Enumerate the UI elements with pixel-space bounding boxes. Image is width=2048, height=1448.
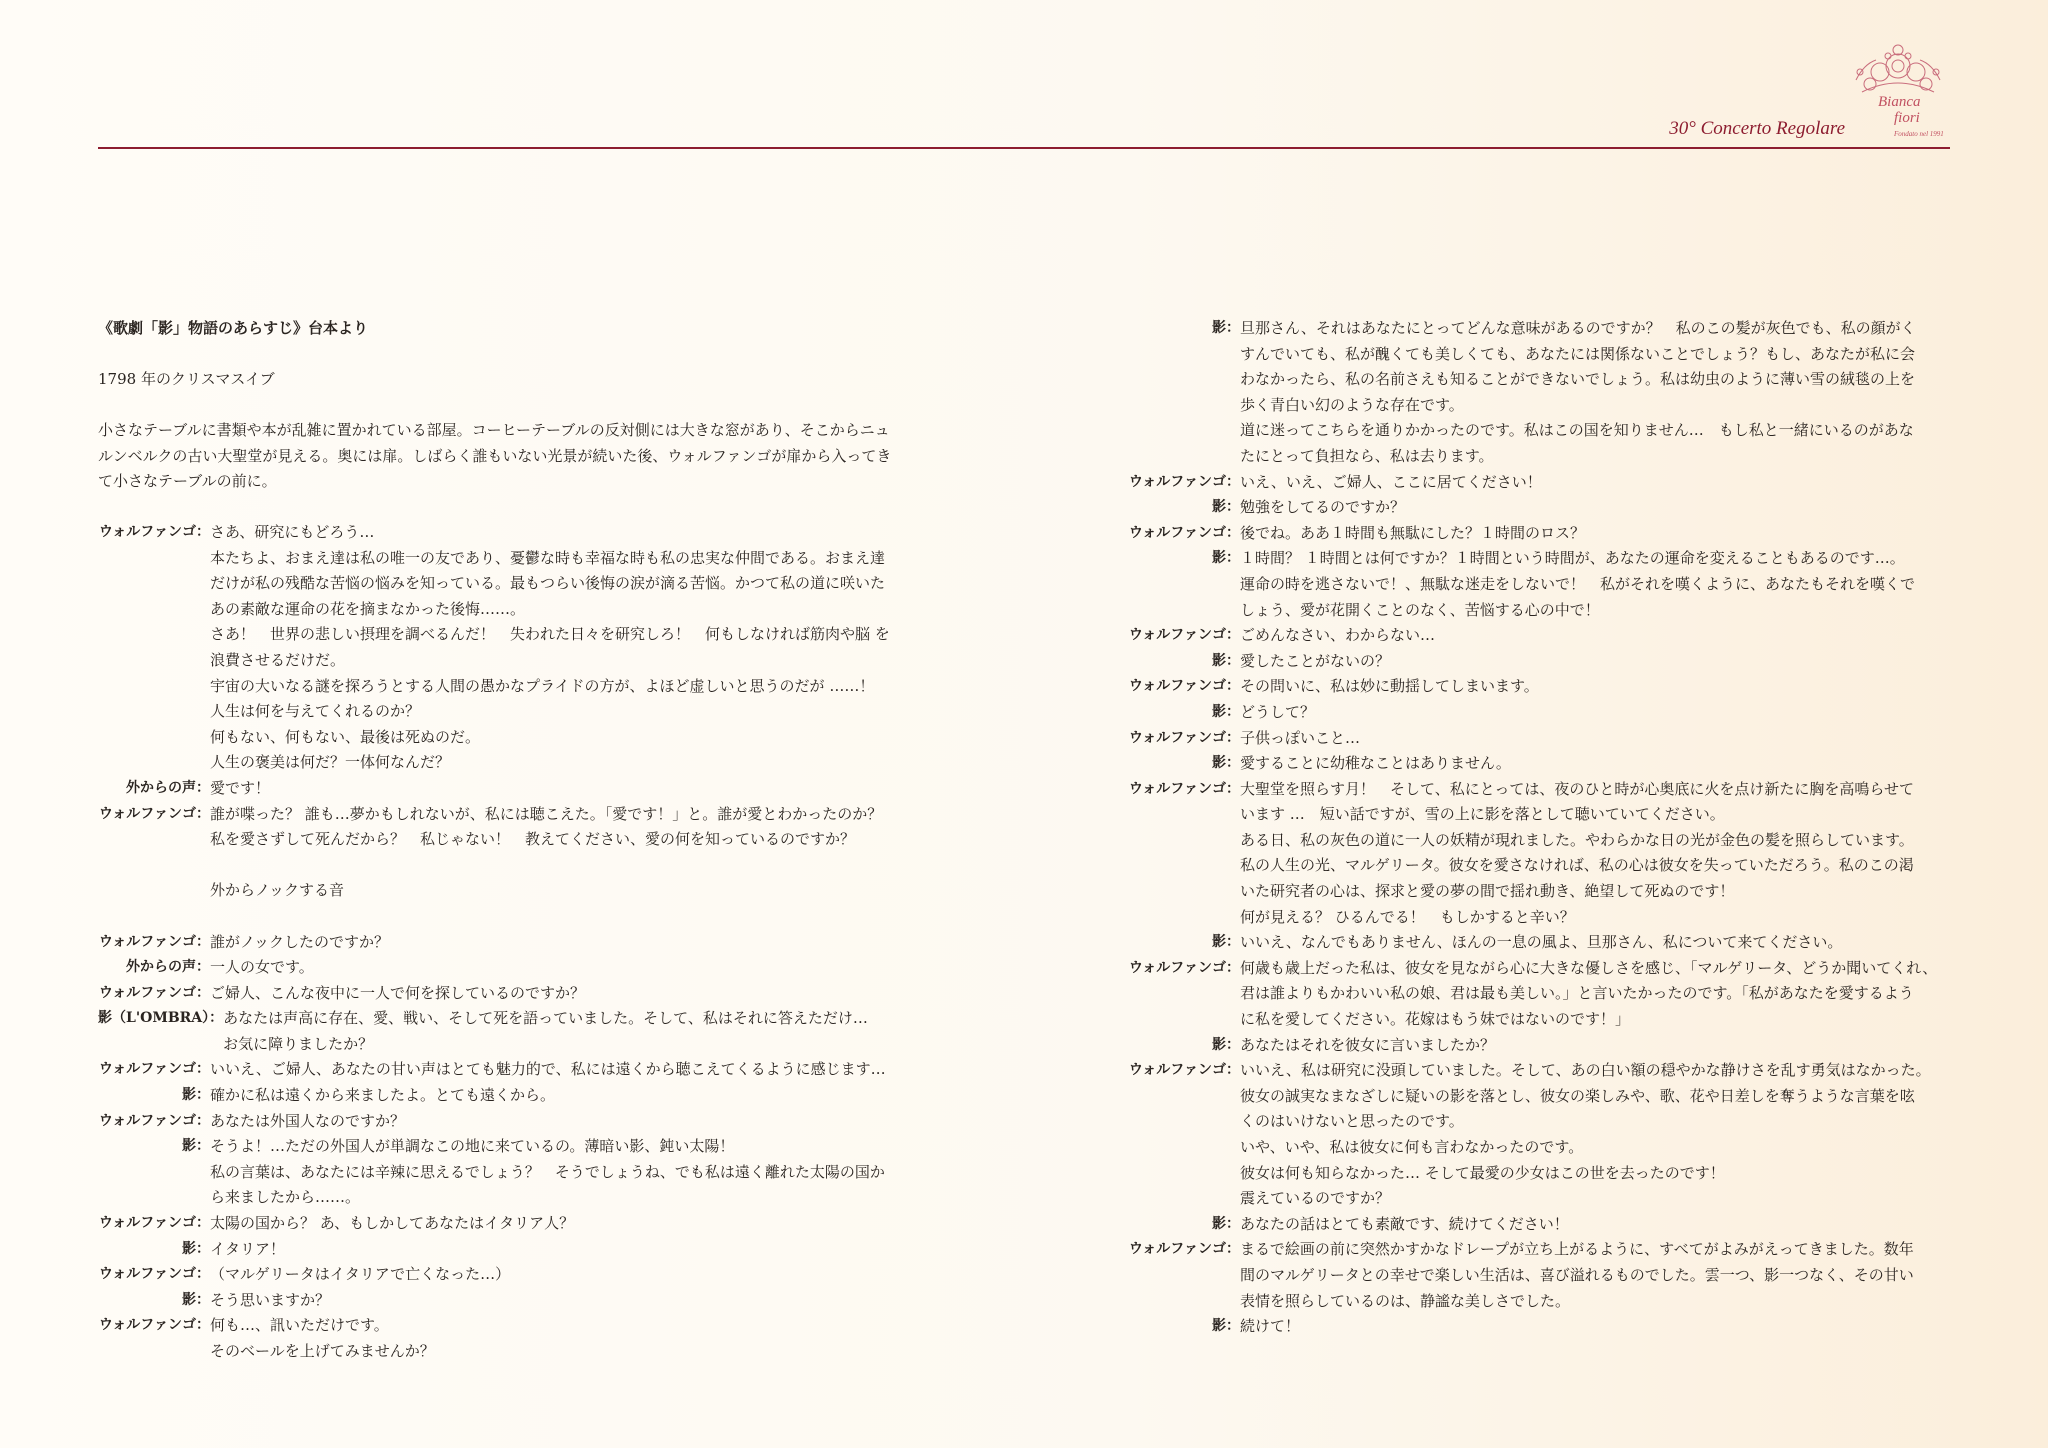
speaker-label: 影： <box>1212 1318 1240 1335</box>
dialogue-text-line: 私の人生の光、マルゲリータ。彼女を愛さなければ、私の心は彼女を失っていただろう。私のこの渇 <box>1240 856 1914 875</box>
description-line: 小さなテーブルに書類や本が乱雑に置かれている部屋。コーヒーテーブルの反対側には大きな窓があり、そこからニュ <box>98 421 890 439</box>
dialogue-line <box>98 520 928 776</box>
biancafiori-logo <box>1842 44 1954 146</box>
dialogue-text-line: いいえ、私は研究に没頭していました。そして、あの白い額の穏やかな静けさを乱す勇気はなかった。 <box>1240 1061 1931 1080</box>
dialogue-line <box>1104 623 1950 649</box>
speaker-label: ウォルファンゴ： <box>1128 473 1240 490</box>
dialogue-line <box>98 1134 928 1211</box>
dialogue-line <box>1104 700 1950 726</box>
dialogue-line <box>98 1083 928 1109</box>
dialogue-text-line: わなかったら、私の名前さえも知ることができないでしょう。私は幼虫のように薄い雪の絨毯の上を <box>1240 370 1916 389</box>
dialogue-text-line: 表情を照らしているのは、静謐な美しさでした。 <box>1240 1291 1571 1310</box>
right-dialogue <box>1104 316 1950 1340</box>
dialogue-line <box>1104 470 1950 496</box>
dialogue-text-line: 旦那さん、それはあなたにとってどんな意味があるのですか？ 私のこの髪が灰色でも、私の顔がく <box>1240 319 1916 337</box>
dialogue-text-line: 後でね。ああ１時間も無駄にした？１時間のロス？ <box>1240 523 1586 542</box>
dialogue-text-line: 彼女は何も知らなかった… そして最愛の少女はこの世を去ったのです！ <box>1240 1163 1725 1182</box>
dialogue-line <box>98 1211 928 1237</box>
dialogue-text-line: 運命の時を逃さないで！、無駄な迷走をしないで！ 私がそれを嘆くように、あなたもそれを嘆くで <box>1240 574 1916 593</box>
dialogue-line <box>98 1006 928 1057</box>
dialogue-text-line: さあ、研究にもどろう… <box>210 523 375 541</box>
dialogue-line <box>98 1109 928 1135</box>
dialogue-text-line: くのはいけないと思ったのです。 <box>1240 1112 1464 1131</box>
dialogue-text-line: 歩く青白い幻のような存在です。 <box>1240 395 1464 414</box>
dialogue-text-line: 続けて！ <box>1240 1317 1301 1336</box>
dialogue-text-line: あの素敵な運命の花を摘まなかった後悔……。 <box>210 599 526 618</box>
dialogue-text-line: ら来ましたから……。 <box>210 1188 361 1207</box>
speaker-label: 影： <box>182 1240 210 1257</box>
dialogue-line <box>1104 495 1950 521</box>
dialogue-text <box>210 878 928 904</box>
dialogue-text-line: 太陽の国から？ あ、もしかしてあなたはイタリア人？ <box>210 1214 575 1233</box>
dialogue-text <box>210 776 928 802</box>
dialogue-text-line: 本たちよ、おまえ達は私の唯一の友であり、憂鬱な時も幸福な時も私の忠実な仲間である。おまえ達 <box>210 548 886 567</box>
speaker-label: 影： <box>1212 1036 1240 1053</box>
dialogue-line <box>98 1313 928 1364</box>
dialogue-text-line: いた研究者の心は、探求と愛の夢の間で揺れ動き、絶望して死ぬのです！ <box>1240 882 1735 901</box>
dialogue-text <box>1240 956 1950 1033</box>
dialogue-text-line: 宇宙の大いなる謎を探ろうとする人間の愚かなプライドの方が、よほど虚しいと思うのだが ……！ <box>210 676 875 695</box>
speaker-label: ウォルファンゴ： <box>98 1266 210 1283</box>
dialogue-text-line: 何歳も歳上だった私は、彼女を見ながら心に大きな優しさを感じ、「マルゲリータ、どうか聞いてくれ、 <box>1240 958 1938 977</box>
dialogue-text <box>210 1134 928 1211</box>
dialogue-text <box>210 981 928 1007</box>
speaker-label: ウォルファンゴ： <box>98 1215 210 1232</box>
dialogue-line <box>98 776 928 802</box>
speaker-label: ウォルファンゴ： <box>98 1112 210 1129</box>
dialogue-line <box>1104 674 1950 700</box>
dialogue-text-line: あなたの話はとても素敵です、続けてください！ <box>1240 1214 1569 1233</box>
dialogue-text-line: イタリア！ <box>210 1239 286 1258</box>
dialogue-text-line: 道に迷ってこちらを通りかかったのです。私はこの国を知りません… もし私と一緒にいるのがあな <box>1240 421 1914 440</box>
dialogue-text-line: 確かに私は遠くから来ましたよ。とても遠くから。 <box>210 1086 556 1105</box>
dialogue-text <box>210 520 928 776</box>
dialogue-text-line: さあ！ 世界の悲しい摂理を調べるんだ！ 失われた日々を研究しろ！ 何もしなければ筋肉や脳 を <box>210 625 890 644</box>
description-line: て小さなテーブルの前に。 <box>98 472 277 491</box>
dialogue-text-line: 誰が喋った？ 誰も…夢かもしれないが、私には聴こえた。「愛です！」と。誰が愛とわかったのか？ <box>210 804 883 823</box>
dialogue-line <box>1104 521 1950 547</box>
dialogue-text-line: たにとって負担なら、私は去ります。 <box>1240 446 1494 465</box>
scene-description <box>98 418 928 495</box>
dialogue-text <box>1240 1237 1950 1314</box>
speaker-label: 影： <box>1212 755 1240 772</box>
speaker-label: 影： <box>1212 320 1240 336</box>
dialogue-text-line <box>210 853 928 879</box>
dialogue-text <box>210 1288 928 1314</box>
dialogue-text <box>210 1211 928 1237</box>
dialogue-text-line: あなたは声高に存在、愛、戦い、そして死を語っていました。そして、私はそれに答えただけ… <box>223 1009 868 1028</box>
logo-name: Bianca <box>1878 94 1921 110</box>
dialogue-text-line: 一人の女です。 <box>210 958 314 977</box>
dialogue-text <box>1240 1314 1950 1340</box>
dialogue-line <box>1104 1314 1950 1340</box>
dialogue-text-line: そのベールを上げてみませんか？ <box>210 1342 435 1360</box>
speaker-label: ウォルファンゴ： <box>98 984 210 1001</box>
dialogue-text <box>210 930 928 956</box>
dialogue-text <box>210 1262 928 1288</box>
speaker-label: ウォルファンゴ： <box>98 1061 210 1078</box>
dialogue-text <box>1240 726 1950 752</box>
dialogue-text-line: 間のマルゲリータとの幸せで楽しい生活は、喜び溢れるものでした。雲一つ、影一つなく、その甘い <box>1240 1265 1914 1284</box>
speaker-label: ウォルファンゴ： <box>1128 1062 1240 1079</box>
speaker-label: 影： <box>1212 1215 1240 1232</box>
speaker-label: 影： <box>1212 550 1240 567</box>
dialogue-text-line: 勉強をしてるのですか？ <box>1240 498 1406 517</box>
dialogue-text <box>1240 1033 1950 1059</box>
speaker-label: ウォルファンゴ： <box>1128 524 1240 541</box>
dialogue-text <box>1240 470 1950 496</box>
dialogue-line <box>1104 777 1950 931</box>
dialogue-line <box>1104 316 1950 470</box>
dialogue-line <box>1104 1033 1950 1059</box>
speaker-label: 影： <box>182 1138 210 1155</box>
dialogue-text <box>1240 623 1950 649</box>
dialogue-text-line: いえ、いえ、ご婦人、ここに居てください！ <box>1240 472 1542 491</box>
dialogue-text-line: まるで絵画の前に突然かすかなドレープが立ち上がるように、すべてがよみがえってきました。数年 <box>1240 1240 1914 1259</box>
dialogue-text-line: 私の言葉は、あなたには辛辣に思えるでしょう？ そうでしょうね、でも私は遠く離れた太陽の国か <box>210 1162 885 1181</box>
dialogue-text <box>1240 495 1950 521</box>
dialogue-line <box>98 1057 928 1083</box>
dialogue-text-line: その問いに、私は妙に動揺してしまいます。 <box>1240 677 1539 696</box>
dialogue-text-line: １時間？ １時間とは何ですか？１時間という時間が、あなたの運命を変えることもあるのです…。 <box>1240 549 1905 568</box>
dialogue-line <box>1104 1058 1950 1212</box>
dialogue-line <box>98 904 928 930</box>
speaker-label: ウォルファンゴ： <box>1128 780 1240 797</box>
dialogue-text-line: 震えているのですか？ <box>1240 1189 1391 1208</box>
dialogue-text-line: あなたは外国人なのですか？ <box>210 1111 406 1130</box>
speaker-label: ウォルファンゴ： <box>1128 678 1240 695</box>
dialogue-text <box>210 1109 928 1135</box>
dialogue-text <box>1240 546 1950 623</box>
dialogue-text-line: 誰がノックしたのですか？ <box>210 932 389 951</box>
dialogue-text <box>210 1083 928 1109</box>
speaker-label: ウォルファンゴ： <box>98 1317 210 1334</box>
dialogue-text-line: 愛することに幼稚なことはありません。 <box>1240 754 1511 773</box>
dialogue-line <box>98 1237 928 1263</box>
dialogue-line <box>1104 649 1950 675</box>
dialogue-text-line: すんでいても、私が醜くても美しくても、あなたには関係ないことでしょう？もし、あなたが私に会 <box>1240 344 1916 363</box>
speaker-label: 影： <box>1212 652 1240 669</box>
dialogue-text <box>210 1237 928 1263</box>
speaker-label: ウォルファンゴ： <box>98 805 210 822</box>
description-line: ルンベルクの古い大聖堂が見える。奥には扉。しばらく誰もいない光景が続いた後、ウォルファンゴが扉から入ってき <box>98 446 892 465</box>
dialogue-text-line: 彼女の誠実なまなざしに疑いの影を落とし、彼女の楽しみや、歌、花や日差しを奪うような言葉を呟 <box>1240 1086 1915 1105</box>
scene-date: 1798 年のクリスマスイブ <box>98 370 275 388</box>
speaker-label: ウォルファンゴ： <box>1128 729 1240 746</box>
dialogue-text-line: あなたはそれを彼女に言いましたか？ <box>1240 1035 1496 1054</box>
dialogue-text <box>1240 521 1950 547</box>
left-dialogue <box>98 520 928 1365</box>
speaker-label: 影： <box>182 1291 210 1308</box>
speaker-label: ウォルファンゴ： <box>1128 959 1240 976</box>
dialogue-text <box>1240 700 1950 726</box>
speaker-label <box>98 853 210 879</box>
dialogue-text-line: 私を愛さずして死んだから？ 私じゃない！ 教えてください、愛の何を知っているのですか？ <box>210 830 856 849</box>
dialogue-text-line: いいえ、ご婦人、あなたの甘い声はとても魅力的で、私には遠くから聴こえてくるように感じます… <box>210 1060 886 1079</box>
speaker-label: 影： <box>182 1087 210 1104</box>
dialogue-text-line: 何が見える？ ひるんでる！ もしかすると辛い？ <box>1240 907 1575 926</box>
dialogue-line <box>1104 930 1950 956</box>
header-rule <box>98 147 1950 149</box>
dialogue-line <box>1104 1212 1950 1238</box>
dialogue-text <box>1240 316 1950 470</box>
dialogue-text-line: 君は誰よりもかわいい私の娘、君は最も美しい。」と言いたかったのです。「私があなたを愛するよう <box>1240 984 1914 1003</box>
dialogue-text-line: 愛です！ <box>210 778 271 797</box>
speaker-label: 影： <box>1212 499 1240 516</box>
dialogue-text-line: 何も…、訊いただけです。 <box>210 1316 389 1335</box>
dialogue-line <box>1104 1237 1950 1314</box>
logo-name-2: fiori <box>1894 110 1920 126</box>
speaker-label: 外からの声： <box>126 959 210 976</box>
dialogue-text-line: だけが私の残酷な苦悩の悩みを知っている。最もつらい後悔の涙が滴る苦悩。かつて私の道に咲いた <box>210 574 886 593</box>
dialogue-text <box>210 802 928 853</box>
dialogue-text <box>210 955 928 981</box>
logo-founded: Fondato nel 1991 <box>1894 130 1944 138</box>
dialogue-line <box>1104 726 1950 752</box>
speaker-label: 影： <box>1212 703 1240 720</box>
dialogue-text <box>210 1057 928 1083</box>
dialogue-text-line: どうして？ <box>1240 702 1316 721</box>
dialogue-text-line: ごめんなさい、わからない… <box>1240 626 1436 645</box>
dialogue-text-line: ある日、私の灰色の道に一人の妖精が現れました。やわらかな日の光が金色の髪を照らしています。 <box>1240 830 1914 849</box>
dialogue-text <box>210 853 928 879</box>
dialogue-text-line: 外からノックする音 <box>210 881 344 900</box>
dialogue-line <box>98 1262 928 1288</box>
dialogue-text-line <box>210 904 928 930</box>
speaker-label: 外からの声： <box>126 779 210 796</box>
dialogue-line <box>98 802 928 853</box>
dialogue-text-line: そう思いますか？ <box>210 1290 331 1309</box>
dialogue-text <box>1240 1212 1950 1238</box>
dialogue-line <box>98 1288 928 1314</box>
dialogue-text-line: いいえ、なんでもありません、ほんの一息の風よ、旦那さん、私について来てください。 <box>1240 933 1843 952</box>
dialogue-text-line: います … 短い話ですが、雪の上に影を落として聴いていてください。 <box>1240 805 1725 824</box>
concert-title: 30° Concerto Regolare <box>1669 118 1845 139</box>
dialogue-text <box>1240 777 1950 931</box>
dialogue-text-line: 人生の褒美は何だ？一体何なんだ？ <box>210 753 451 772</box>
dialogue-line <box>98 981 928 1007</box>
dialogue-line <box>1104 546 1950 623</box>
dialogue-text <box>210 904 928 930</box>
dialogue-line <box>1104 751 1950 777</box>
dialogue-text-line: 浪費させるだけだ。 <box>210 650 346 669</box>
speaker-label: ウォルファンゴ： <box>98 933 210 950</box>
speaker-label <box>98 904 210 930</box>
dialogue-text-line: いや、いや、私は彼女に何も言わなかったのです。 <box>1240 1138 1584 1156</box>
dialogue-text <box>223 1006 928 1057</box>
dialogue-text-line: 人生は何を与えてくれるのか？ <box>210 702 421 721</box>
dialogue-text-line: 大聖堂を照らす月！ そして、私にとっては、夜のひと時が心奥底に火を点け新たに胸を高鳴らせて <box>1240 779 1914 798</box>
dialogue-line <box>98 930 928 956</box>
dialogue-text-line: しょう、愛が花開くことのなく、苦悩する心の中で！ <box>1240 600 1600 619</box>
dialogue-text-line: お気に障りましたか？ <box>223 1034 374 1053</box>
speaker-label: 影（L'OMBRA）： <box>98 1010 224 1027</box>
dialogue-text <box>1240 751 1950 777</box>
dialogue-text-line: 子供っぽいこと… <box>1240 728 1361 747</box>
synopsis-title: 《歌劇「影」物語のあらすじ》台本より <box>98 319 369 337</box>
dialogue-text <box>1240 674 1950 700</box>
dialogue-text-line: 何もない、何もない、最後は死ぬのだ。 <box>210 727 481 746</box>
dialogue-text-line: に私を愛してください。花嫁はもう妹ではないのです！」 <box>1240 1010 1631 1029</box>
dialogue-text <box>210 1313 928 1364</box>
dialogue-text <box>1240 1058 1950 1212</box>
speaker-label <box>98 878 210 904</box>
dialogue-line <box>1104 956 1950 1033</box>
speaker-label: ウォルファンゴ： <box>1128 627 1240 644</box>
dialogue-text-line: 愛したことがないの？ <box>1240 651 1391 670</box>
dialogue-text <box>1240 649 1950 675</box>
speaker-label: 影： <box>1212 934 1240 951</box>
dialogue-text-line: ご婦人、こんな夜中に一人で何を探しているのですか？ <box>210 983 586 1002</box>
dialogue-line <box>98 878 928 904</box>
dialogue-text <box>1240 930 1950 956</box>
dialogue-text-line: （マルゲリータはイタリアで亡くなった…） <box>210 1265 511 1284</box>
dialogue-text-line: そうよ！…ただの外国人が単調なこの地に来ているの。薄暗い影、鈍い太陽！ <box>210 1137 735 1156</box>
dialogue-line <box>98 853 928 879</box>
speaker-label: ウォルファンゴ： <box>1128 1241 1240 1258</box>
dialogue-line <box>98 955 928 981</box>
speaker-label: ウォルファンゴ： <box>98 524 210 540</box>
